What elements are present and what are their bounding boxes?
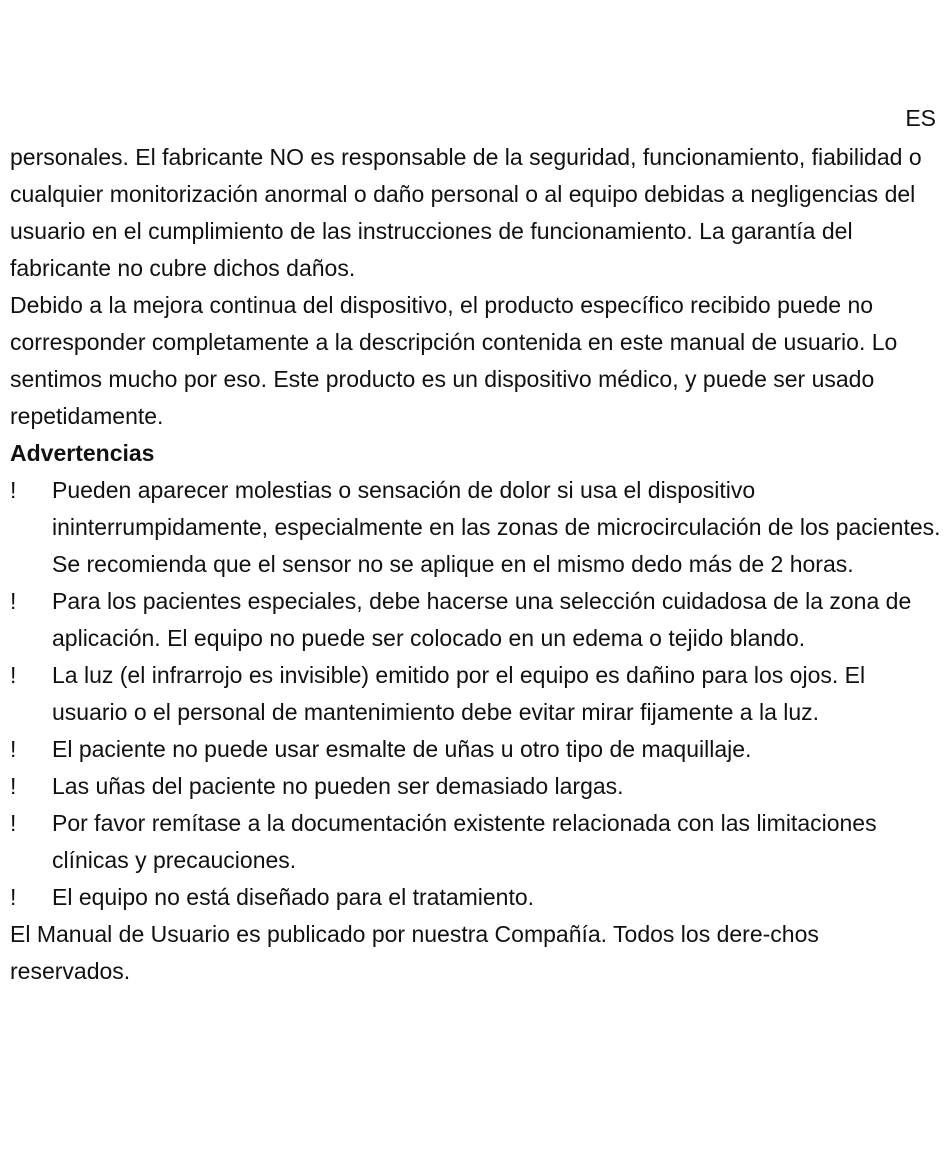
warnings-heading: Advertencias <box>10 440 155 466</box>
warning-text: Pueden aparecer molestias o sensación de dolor si usa el dispositivo ininterrumpidamente, especialmente en las zonas de microcirculación de los pacientes. Se recomienda que el sensor no se aplique en el mismo dedo más de 2 horas. <box>52 477 941 577</box>
exclamation-icon: ! <box>10 588 17 614</box>
exclamation-icon: ! <box>10 477 17 503</box>
exclamation-icon: ! <box>10 736 17 762</box>
warnings-list <box>10 472 942 916</box>
exclamation-icon: ! <box>10 773 17 799</box>
exclamation-icon: ! <box>10 662 17 688</box>
warning-text: Las uñas del paciente no pueden ser demasiado largas. <box>52 773 624 799</box>
warning-item <box>10 768 942 805</box>
warning-item <box>10 879 942 916</box>
warning-item <box>10 731 942 768</box>
document-body <box>10 139 942 990</box>
warning-text: Para los pacientes especiales, debe hacerse una selección cuidadosa de la zona de aplicación. El equipo no puede ser colocado en un edema o tejido blando. <box>52 588 912 651</box>
exclamation-icon: ! <box>10 810 17 836</box>
paragraph-liability: personales. El fabricante NO es responsable de la seguridad, funcionamiento, fiabilidad o cualquier monitorización anormal o daño personal o al equipo debidas a negligencias del usuario en el cumplimiento de las instrucciones de funcionamiento. La garantía del fabricante no cubre dichos daños. <box>10 144 922 281</box>
warning-item <box>10 657 942 731</box>
warning-text: Por favor remítase a la documentación existente relacionada con las limitaciones clínicas y precauciones. <box>52 810 877 873</box>
exclamation-icon: ! <box>10 884 17 910</box>
warning-item <box>10 472 942 583</box>
warning-text: La luz (el infrarrojo es invisible) emitido por el equipo es dañino para los ojos. El usuario o el personal de mantenimiento debe evitar mirar fijamente a la luz. <box>52 662 866 725</box>
language-code: ES <box>905 105 936 131</box>
warning-item <box>10 583 942 657</box>
paragraph-product-variation: Debido a la mejora continua del dispositivo, el producto específico recibido puede no corresponder completamente a la descripción contenida en este manual de usuario. Lo sentimos mucho por eso. Este producto es un dispositivo médico, y puede ser usado repetidamente. <box>10 292 898 429</box>
warning-text: El paciente no puede usar esmalte de uñas u otro tipo de maquillaje. <box>52 736 752 762</box>
warning-item <box>10 805 942 879</box>
warning-text: El equipo no está diseñado para el tratamiento. <box>52 884 535 910</box>
paragraph-copyright: El Manual de Usuario es publicado por nuestra Compañía. Todos los dere-chos reservados. <box>10 921 819 984</box>
